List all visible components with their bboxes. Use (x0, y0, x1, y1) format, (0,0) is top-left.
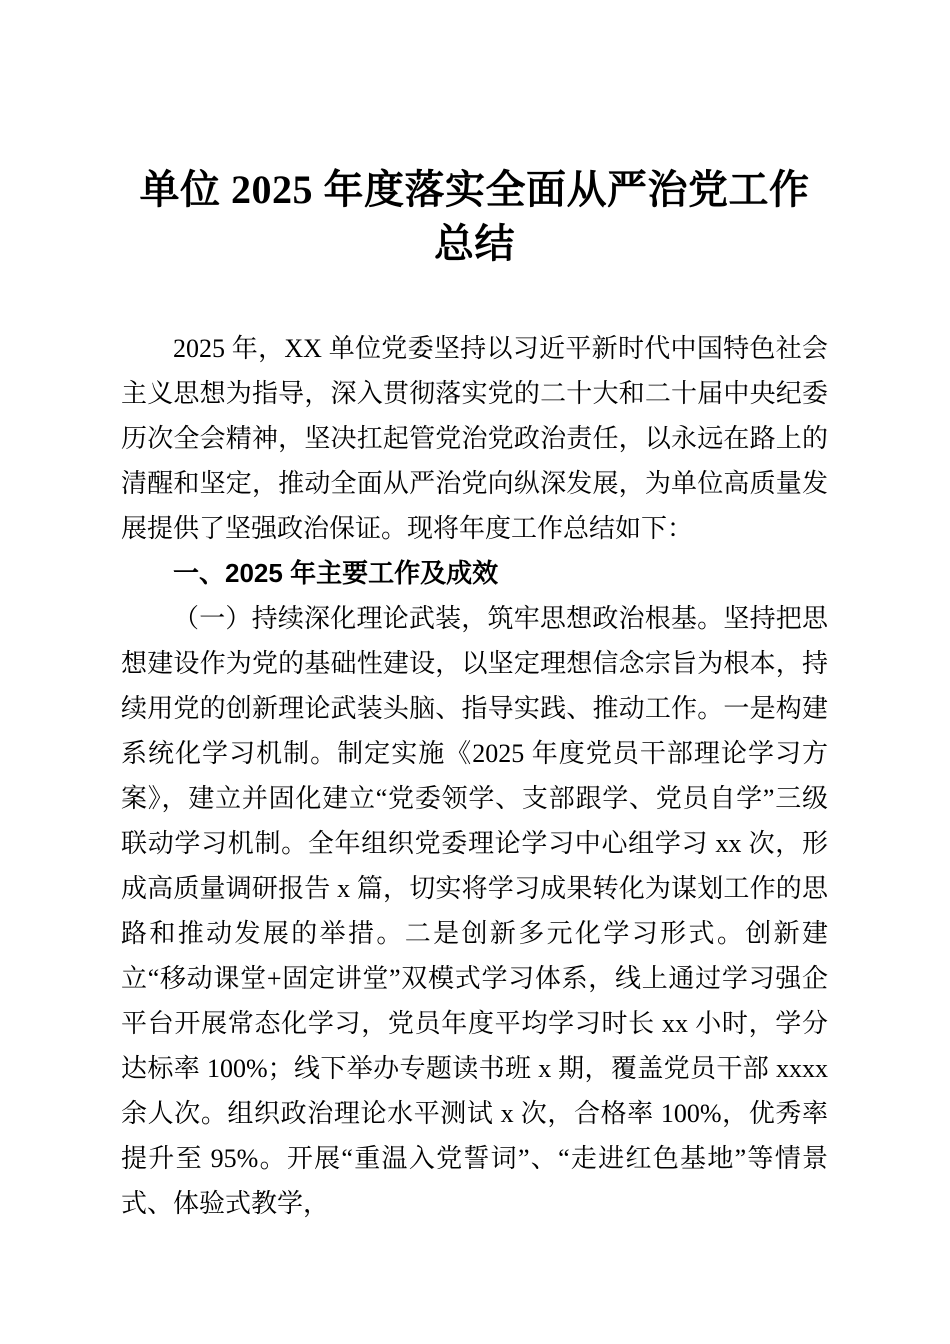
paragraph-intro: 2025 年，XX 单位党委坚持以习近平新时代中国特色社会主义思想为指导，深入贯彻落实党的二十大和二十届中央纪委历次全会精神，坚决扛起管党治党政治责任，以永远在路上的清醒和坚定，推动全面从严治党向纵深发展，为单位高质量发展提供了坚强政治保证。现将年度工作总结如下： (121, 334, 828, 543)
title-line-2: 总结 (434, 221, 515, 266)
document-title (121, 163, 828, 271)
subsection-lead-sentence: （一）持续深化理论武装，筑牢思想政治根基。 (173, 604, 724, 633)
title-line-1: 单位 2025 年度落实全面从严治党工作 (139, 167, 810, 212)
subsection-body-text: 坚持把思想建设作为党的基础性建设，以坚定理想信念宗旨为根本，持续用党的创新理论武装头脑、指导实践、推动工作。一是构建系统化学习机制。制定实施《2025 年度党员干部理论学习方案》，建立并固化建立“党委领学、支部跟学、党员自学”三级联动学习机制。全年组织党委理论学习中心组学习 xx 次，形成高质量调研报告 x 篇，切实将学习成果转化为谋划工作的思路和推动发展的举措。二是创新多元化学习形式。创新建立“移动课堂+固定讲堂”双模式学习体系，线上通过学习强企平台开展常态化学习，党员年度平均学习时长 xx 小时，学分达标率 100%；线下举办专题读书班 x 期，覆盖党员干部 xxxx 余人次。组织政治理论水平测试 x 次，合格率 100%，优秀率提升至 95%。开展“重温入党誓词”、“走进红色基地”等情景式、体验式教学， (121, 604, 828, 1218)
document-body (121, 326, 828, 1226)
paragraph-subsection-1 (121, 596, 828, 1226)
section-heading-main-work: 一、2025 年主要工作及成效 (173, 558, 499, 588)
